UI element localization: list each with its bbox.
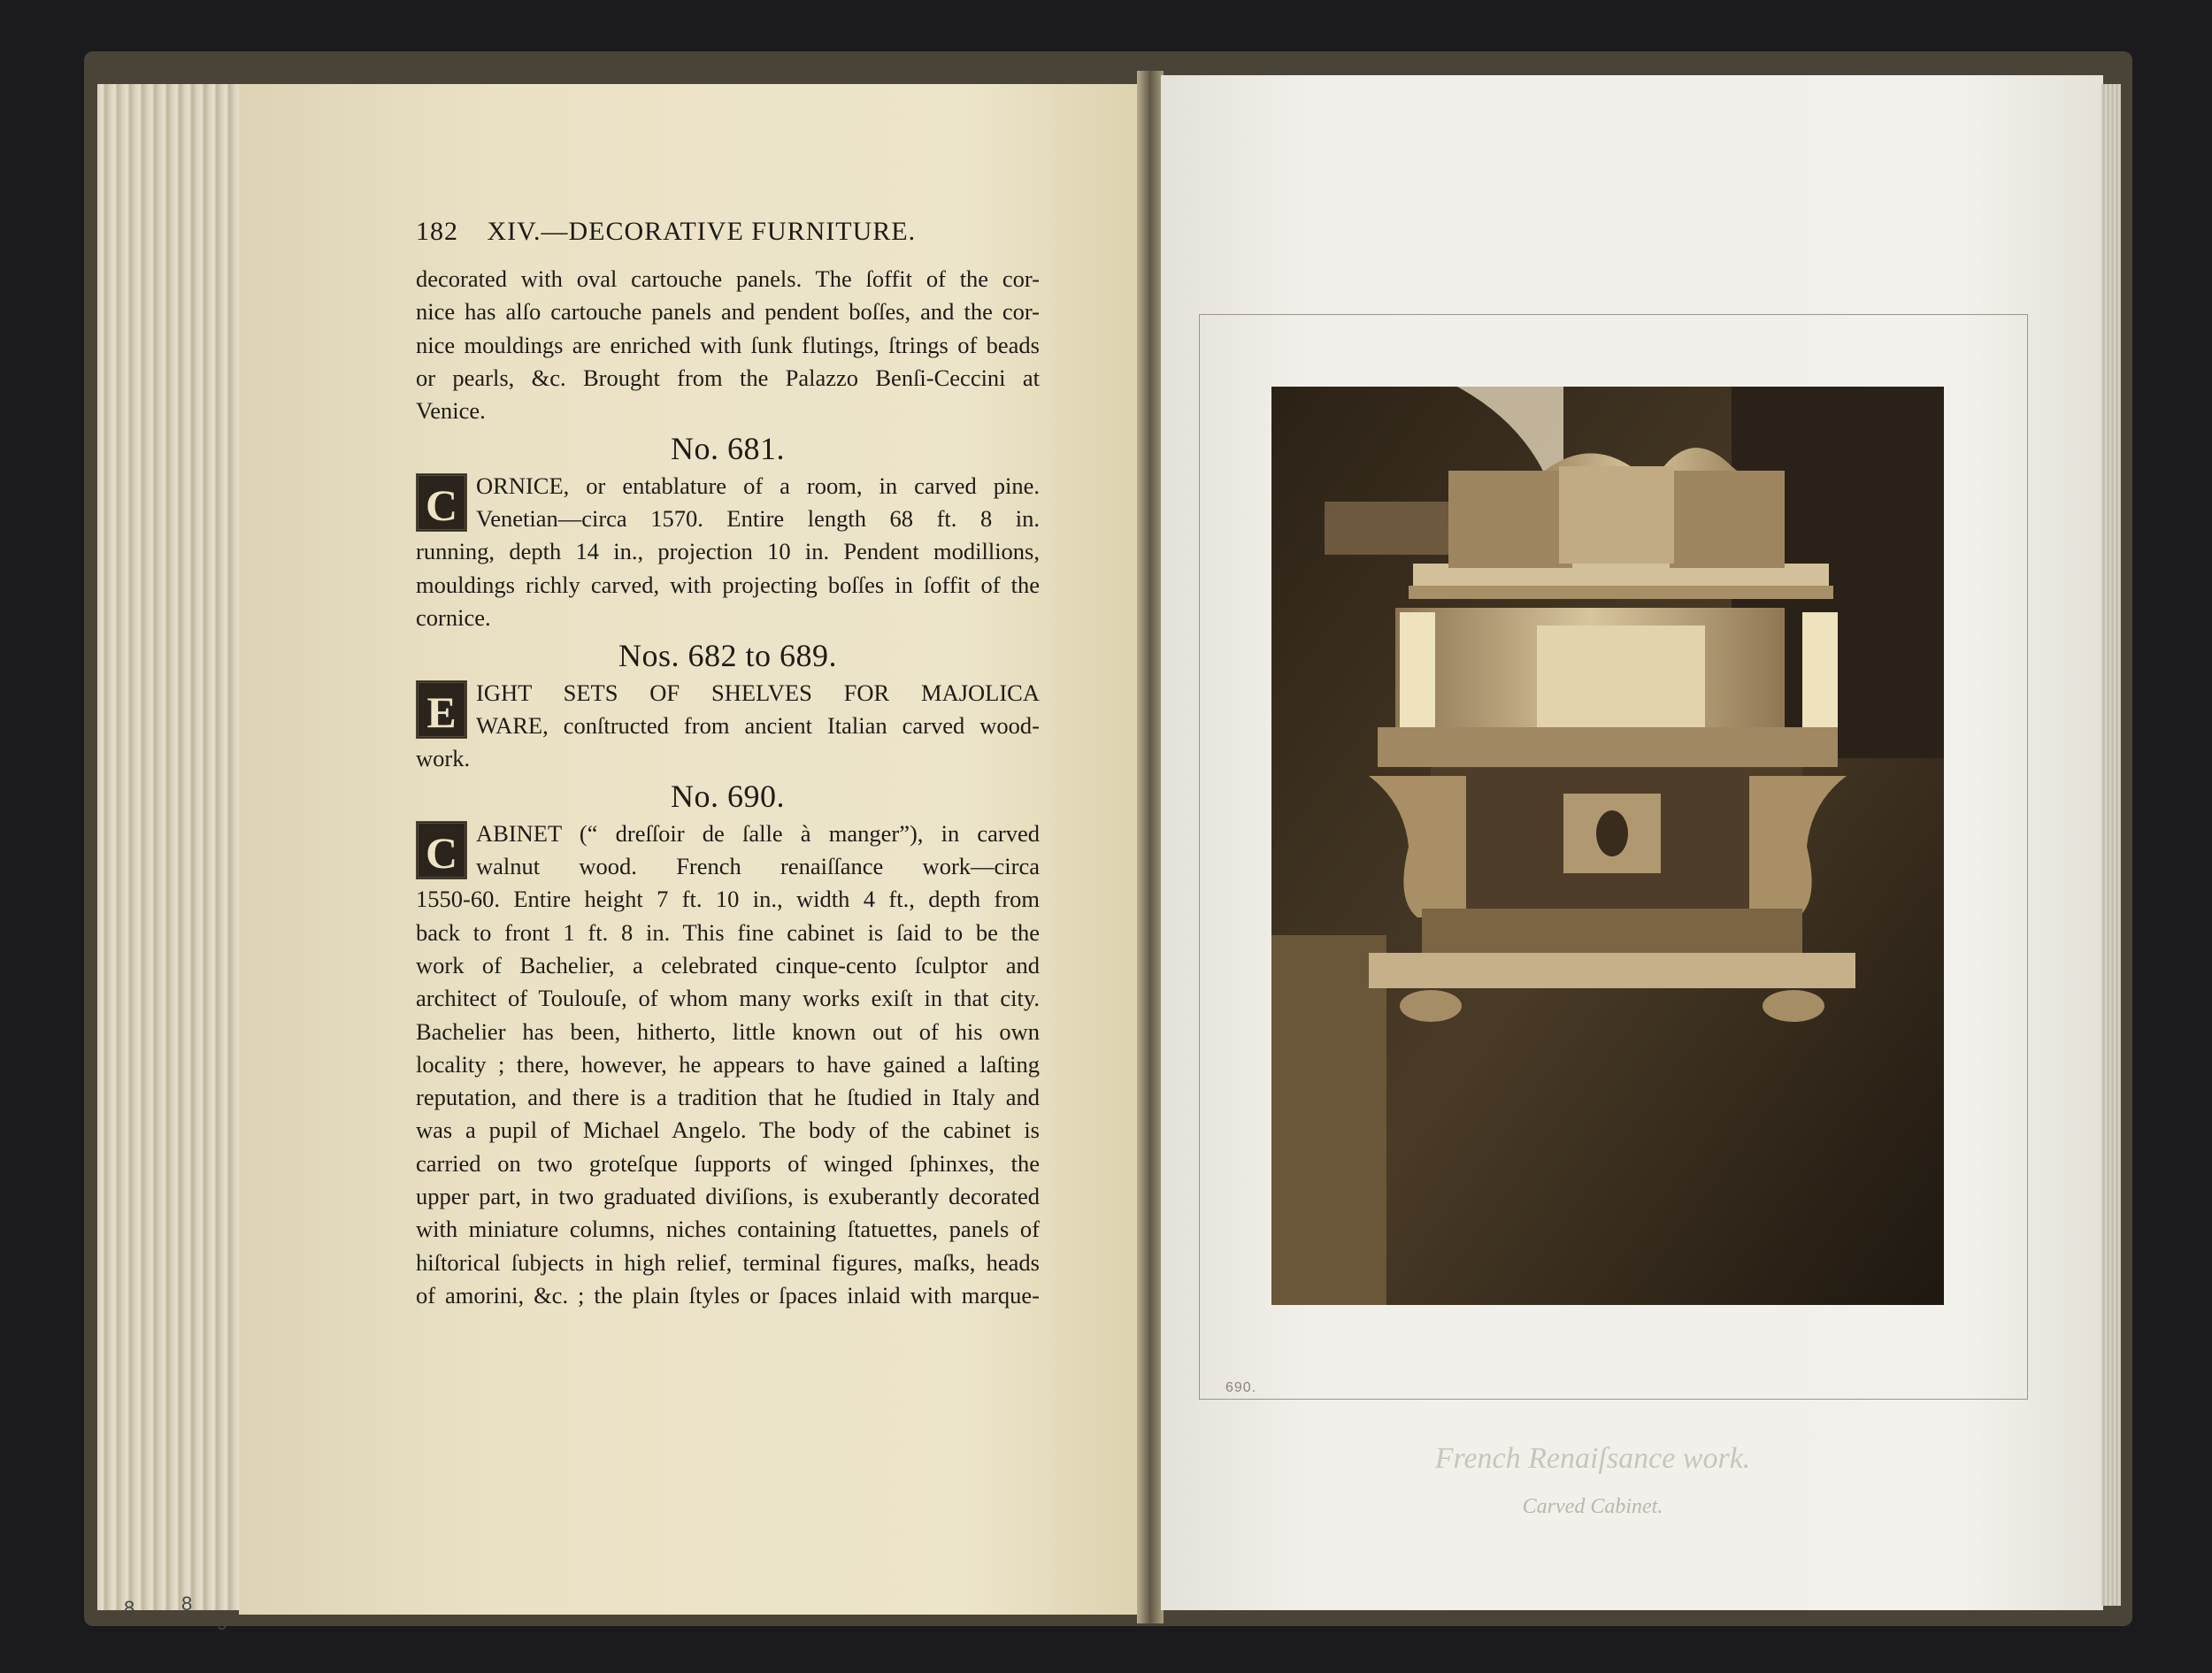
text-line: of amorini, &c. ; the plain ſtyles or ſpaces inlaid with marque- bbox=[416, 1281, 1040, 1308]
text-line: architect of Toulouſe, of whom many works exiſt in that city. bbox=[416, 985, 1040, 1012]
text-line: 1550-60. Entire height 7 ft. 10 in., width 4 ft., depth from bbox=[416, 886, 1040, 913]
book-gutter bbox=[1137, 71, 1164, 1623]
text-line: WARE, conſtructed from ancient Italian carved wood- bbox=[476, 711, 1040, 739]
dropcap-initial: E bbox=[416, 680, 467, 739]
entry-heading: No. 681. bbox=[671, 431, 785, 467]
text-column bbox=[416, 263, 1040, 1312]
plate-number: 690. bbox=[1225, 1380, 1257, 1395]
text-line: IGHT SETS OF SHELVES FOR MAJOLICA bbox=[476, 679, 1040, 706]
carved-cabinet-image bbox=[1271, 387, 1944, 1305]
page-edges-left bbox=[97, 84, 239, 1610]
edge-mark: 8 bbox=[124, 1597, 135, 1619]
running-head-title: XIV.—DECORATIVE FURNITURE. bbox=[487, 217, 917, 246]
text-line: ORNICE, or entablature of a room, in carved pine. bbox=[476, 472, 1040, 499]
text-line: upper part, in two graduated diviſions, is exuberantly decorated bbox=[416, 1183, 1040, 1210]
text-line: mouldings richly carved, with projecting boſſes in ſoffit of the bbox=[416, 571, 1040, 598]
entry-682-689 bbox=[416, 677, 1040, 776]
entry-heading: No. 690. bbox=[671, 779, 785, 815]
text-line: cornice. bbox=[416, 603, 491, 631]
edge-mark: 8 bbox=[181, 1592, 193, 1615]
text-line: work of Bachelier, a celebrated cinque-cento ſculptor and bbox=[416, 951, 1040, 978]
text-line: work. bbox=[416, 745, 471, 772]
text-line: carried on two groteſque ſupports of winged ſphinxes, the bbox=[416, 1149, 1040, 1177]
entry-681 bbox=[416, 470, 1040, 634]
intro-paragraph bbox=[416, 263, 1040, 427]
text-line: Venice. bbox=[416, 397, 486, 425]
page-edges-right bbox=[2101, 84, 2121, 1606]
plate-caption-title: French Renaiſsance work. bbox=[1434, 1442, 1751, 1475]
text-line: Venetian—circa 1570. Entire length 68 ft. 8 in. bbox=[476, 505, 1040, 533]
text-line: back to front 1 ft. 8 in. This fine cabinet is ſaid to be the bbox=[416, 918, 1040, 946]
plate-caption-subtitle: Carved Cabinet. bbox=[1522, 1495, 1663, 1518]
entry-heading: Nos. 682 to 689. bbox=[618, 638, 837, 674]
entry-690 bbox=[416, 817, 1040, 1312]
running-head bbox=[416, 217, 916, 247]
text-line: or pearls, &c. Brought from the Palazzo Benſi-Ceccini at bbox=[416, 364, 1040, 391]
text-line: decorated with oval cartouche panels. The ſoffit of the cor- bbox=[416, 265, 1040, 292]
text-line: walnut wood. French renaiſſance work—circa bbox=[476, 853, 1040, 880]
text-line: hiſtorical ſubjects in high relief, terminal figures, maſks, heads bbox=[416, 1248, 1040, 1276]
text-line: reputation, and there is a tradition that he ſtudied in Italy and bbox=[416, 1084, 1040, 1111]
text-line: was a pupil of Michael Angelo. The body of the cabinet is bbox=[416, 1117, 1040, 1144]
cabinet-photograph bbox=[1271, 387, 1944, 1305]
text-line: nice has alſo cartouche panels and pendent boſſes, and the cor- bbox=[416, 298, 1040, 326]
text-line: with miniature columns, niches containing ſtatuettes, panels of bbox=[416, 1216, 1040, 1243]
edge-mark: 9 bbox=[217, 1612, 228, 1634]
text-line: locality ; there, however, he appears to have gained a laſting bbox=[416, 1050, 1040, 1078]
text-line: running, depth 14 in., projection 10 in. Pendent modillions, bbox=[416, 538, 1040, 565]
text-line: nice mouldings are enriched with ſunk flutings, ſtrings of beads bbox=[416, 331, 1040, 358]
dropcap-initial: C bbox=[416, 821, 467, 879]
page-number: 182 bbox=[416, 217, 458, 246]
dropcap-initial: C bbox=[416, 473, 467, 532]
text-line: ABINET (“ dreſſoir de ſalle à manger”), in carved bbox=[476, 819, 1040, 847]
text-line: Bachelier has been, hitherto, little known out of his own bbox=[416, 1017, 1040, 1045]
